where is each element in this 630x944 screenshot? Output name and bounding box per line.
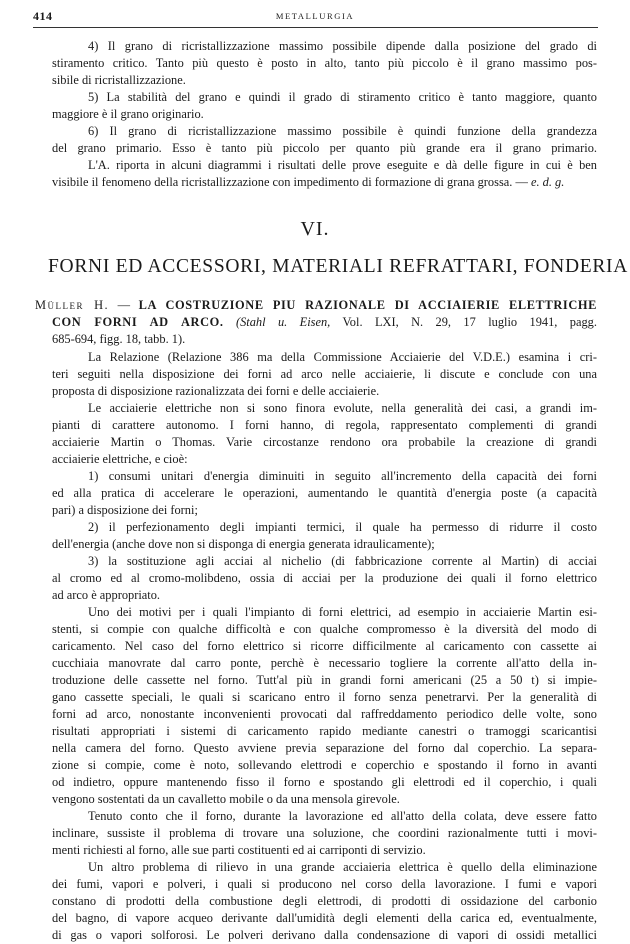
article-title: LA COSTRUZIONE PIU RAZIONALE DI ACCIAIERIE ELETTRICHE [138, 298, 597, 312]
article-author: Müller H. [35, 298, 110, 312]
text-line: constano di prodotti della combustione degli elettrodi, di prodotti di ossidazione del carbonio [52, 894, 597, 908]
text-line: 3) la sostituzione agli acciai al nichelio (di fabbricazione corrente al Martin) di acciai [88, 554, 597, 568]
text-line: inclinare, sussiste il problema di trovare una soluzione, che coordini razionalmente tutti i movi- [52, 826, 597, 840]
text-line: nella camera del forno. Questo avviene previa separazione del forno dal coperchio. La separa- [52, 741, 597, 755]
text-line: del bagno, di vapore acqueo derivante dall'umidità degli elementi della carica ed, eventualmente, [52, 911, 597, 925]
text-line: 5) La stabilità del grano e quindi il grado di stiramento critico è tanto maggiore, quanto [88, 90, 597, 104]
text-line-with-signature [52, 174, 597, 191]
article-body [52, 349, 597, 944]
text-line: forni ad arco, nonostante inconvenienti provocati dal raffreddamento periodico delle volte, sono [52, 707, 597, 721]
text-line: 6) Il grano di ricristallizzazione massimo possibile è quindi funzione della grandezza [88, 124, 597, 138]
text-line: Le acciaierie elettriche non si sono finora evolute, nella generalità dei casi, a grandi im- [88, 401, 597, 415]
text-line: maggiore è il grano originario. [52, 107, 204, 121]
text-line: vengono sostentati da un cavalletto mobile o da una mensola girevole. [52, 792, 400, 806]
text-line: dei fumi, vapori e polveri, i quali si producono nel corso della lavorazione. I fumi e vapori [52, 877, 597, 891]
text-line: L'A. riporta in alcuni diagrammi i risultati delle prove eseguite e dà delle figure in cui è ben [88, 158, 597, 172]
text-line: 4) Il grano di ricristallizzazione massimo possibile dipende dalla posizione del grado di [88, 39, 597, 53]
text-line: sibile di ricristallizzazione. [52, 73, 186, 87]
text-line: risultati appropriati i sistemi di caricamento rapido mediante canestri o tramoggi scaricantisi [52, 724, 597, 738]
section-title: FORNI ED ACCESSORI, MATERIALI REFRATTARI, FONDERIA [48, 256, 629, 277]
text-line: acciaierie elettriche, e cioè: [52, 452, 188, 466]
running-title: METALLURGIA [275, 11, 355, 21]
text-line: pianti di carattere autonomo. I forni hanno, di regola, rappresentato complementi di grandi [52, 418, 597, 432]
text-line: ed alla pratica di accelerare le operazioni, aumentando le quantità d'energia poste (a capacità [52, 486, 597, 500]
text-line: stenti, si compie con qualche difficoltà e con qualche compromesso è la diversità del modo di [52, 622, 597, 636]
text-line: Un altro problema di rilievo in una grande acciaieria elettrica è quello della eliminazione [88, 860, 597, 874]
author-dash: — [109, 298, 139, 312]
article-source: (Stahl u. Eisen, [235, 315, 331, 329]
text-line: di gas o vapori solforosi. Le polveri derivano dalla condensazione di vapori di ossidi metallici [52, 928, 597, 942]
article-heading-line-1 [35, 297, 597, 314]
text-line: 2) il perfezionamento degli impianti termici, il quale ha permesso di ridurre il costo [88, 520, 597, 534]
text-line: 1) consumi unitari d'energia diminuiti in seguito all'incremento della capacità dei forni [88, 469, 597, 483]
article-heading-line-3: 685-694, figg. 18, tabb. 1). [52, 332, 186, 346]
text-line: Tenuto conto che il forno, durante la lavorazione ed all'atto della colata, deve essere fatto [88, 809, 597, 823]
header-rule [33, 27, 598, 28]
article-title-continued: CON FORNI AD ARCO. [52, 315, 224, 329]
text-line: dell'energia (anche dove non si disponga di energia generata idraulicamente); [52, 537, 435, 551]
text-line: acciaierie Martin o Thomas. Varie circostanze rendono ora probabile la creazione di grandi [52, 435, 597, 449]
text-line: menti richiesti al forno, alle sue parti costituenti ed ai carriponti di servizio. [52, 843, 426, 857]
page-number: 414 [33, 9, 53, 23]
text-line: al cromo ed al cromo-molibdeno, ossia di acciai per la produzione dei quali il forno elettrico [52, 571, 597, 585]
text-line: od indietro, oppure mantenendo fisso il forno e spostando gli elettrodi ed il coperchio, i quali [52, 775, 597, 789]
text-line: ad arco è appropriato. [52, 588, 161, 602]
text-line: del grano primario. Esso è tanto più piccolo per quanto più grande era il grano primario. [52, 141, 597, 155]
section-numeral: VI. [300, 218, 330, 240]
text-line: stiramento critico. Tanto più questo è posto in alto, tanto più piccolo è il grano massimo pos- [52, 56, 597, 70]
text-line: gano cassette speciali, le quali si scaricano entro il forno senza penetrarvi. Per la generalità di [52, 690, 597, 704]
text-line: pari) a disposizione dei forni; [52, 503, 198, 517]
article-citation: Vol. LXI, N. 29, 17 luglio 1941, pagg. [330, 315, 597, 329]
previous-article-text [52, 38, 597, 191]
text-line: teri seguiti nella disposizione dei forni ad arco nelle acciaierie, li discute e conclude con una [52, 367, 597, 381]
article-heading-line-2 [52, 314, 597, 331]
text-line: zione si compie, come è noto, sollevando elettrodi e coperchio e spostando il forno in avanti [52, 758, 597, 772]
text-line: troduzione delle cassette nel forno. Tutt'al più in grandi forni americani (25 a 50 t) si impie- [52, 673, 597, 687]
text-line: proposta di disposizione razionalizzata dei forni e delle acciaierie. [52, 384, 380, 398]
text-line: Uno dei motivi per i quali l'impianto di forni elettrici, ad esempio in acciaierie Martin esi- [88, 605, 597, 619]
article-heading [35, 297, 597, 348]
text-line: visibile il fenomeno della ricristallizzazione con impedimento di formazione di grana grossa. — [52, 175, 528, 189]
text-line: cucchiaia manovrate dal carro ponte, perchè è necessario togliere la corrente all'atto della in- [52, 656, 597, 670]
signature: e. d. g. [530, 175, 565, 189]
text-line: La Relazione (Relazione 386 ma della Commissione Acciaierie del V.D.E.) esamina i cri- [88, 350, 597, 364]
text-line: caricamento. Nel caso del forno elettrico si ricorre difficilmente al caricamento con cassette ai [52, 639, 597, 653]
